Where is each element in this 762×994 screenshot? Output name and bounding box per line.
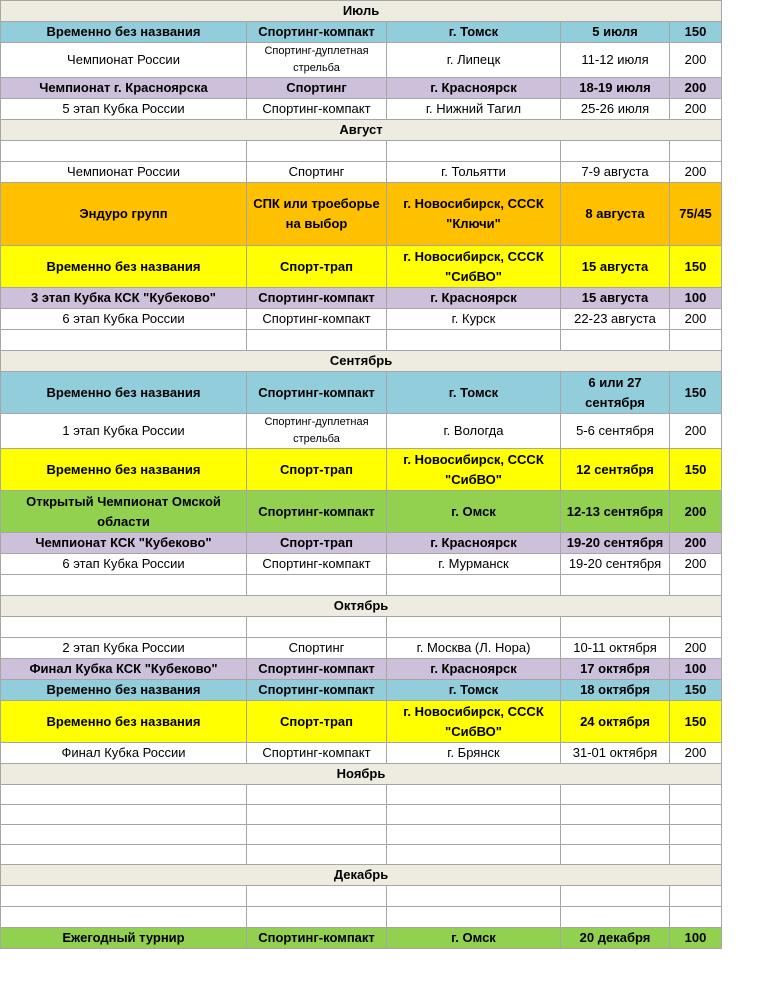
- event-row[interactable]: [1, 701, 722, 743]
- event-name: Временно без названия: [1, 22, 247, 43]
- month-row-december: [1, 865, 722, 886]
- event-date: 18 октября: [561, 680, 670, 701]
- event-fee: 200: [670, 414, 722, 449]
- event-fee: 100: [670, 928, 722, 949]
- event-name: Финал Кубка КСК "Кубеково": [1, 659, 247, 680]
- event-name: Чемпионат г. Красноярска: [1, 78, 247, 99]
- event-date: 8 августа: [561, 183, 670, 246]
- event-name: Эндуро групп: [1, 183, 247, 246]
- event-discipline: Спортинг-дуплетная стрельба: [247, 414, 387, 449]
- event-name: Временно без названия: [1, 680, 247, 701]
- event-fee: 75/45: [670, 183, 722, 246]
- empty-row: [1, 886, 722, 907]
- event-row[interactable]: [1, 533, 722, 554]
- event-discipline: Спортинг-компакт: [247, 372, 387, 414]
- event-date: 6 или 27 сентября: [561, 372, 670, 414]
- event-discipline: Спортинг-компакт: [247, 659, 387, 680]
- event-city: г. Красноярск: [387, 659, 561, 680]
- event-name: Чемпионат России: [1, 162, 247, 183]
- empty-row: [1, 785, 722, 805]
- event-city: г. Липецк: [387, 43, 561, 78]
- event-fee: 200: [670, 99, 722, 120]
- event-date: 12-13 сентября: [561, 491, 670, 533]
- event-fee: 200: [670, 43, 722, 78]
- event-discipline: Спортинг-компакт: [247, 680, 387, 701]
- event-city: г. Омск: [387, 928, 561, 949]
- event-date: 5 июля: [561, 22, 670, 43]
- event-date: 25-26 июля: [561, 99, 670, 120]
- event-name: 6 этап Кубка России: [1, 554, 247, 575]
- event-row[interactable]: [1, 928, 722, 949]
- event-city: г. Мурманск: [387, 554, 561, 575]
- event-discipline: СПК или троеборье на выбор: [247, 183, 387, 246]
- empty-row: [1, 845, 722, 865]
- event-fee: 150: [670, 680, 722, 701]
- event-city: г. Томск: [387, 680, 561, 701]
- event-date: 17 октября: [561, 659, 670, 680]
- event-date: 15 августа: [561, 288, 670, 309]
- event-date: 22-23 августа: [561, 309, 670, 330]
- month-label: Ноябрь: [1, 764, 722, 785]
- event-row[interactable]: [1, 449, 722, 491]
- month-row-september: [1, 351, 722, 372]
- empty-row: [1, 907, 722, 928]
- empty-row: [1, 575, 722, 596]
- event-row[interactable]: [1, 246, 722, 288]
- event-discipline: Спортинг-компакт: [247, 288, 387, 309]
- event-city: г. Новосибирск, СССК "СибВО": [387, 449, 561, 491]
- empty-row: [1, 330, 722, 351]
- event-row[interactable]: [1, 43, 722, 78]
- event-city: г. Новосибирск, СССК "СибВО": [387, 701, 561, 743]
- event-date: 12 сентября: [561, 449, 670, 491]
- event-city: г. Тольятти: [387, 162, 561, 183]
- event-row[interactable]: [1, 162, 722, 183]
- event-row[interactable]: [1, 288, 722, 309]
- event-discipline: Спорт-трап: [247, 701, 387, 743]
- event-city: г. Брянск: [387, 743, 561, 764]
- empty-row: [1, 617, 722, 638]
- event-row[interactable]: [1, 99, 722, 120]
- event-date: 11-12 июля: [561, 43, 670, 78]
- event-name: 3 этап Кубка КСК "Кубеково": [1, 288, 247, 309]
- event-row[interactable]: [1, 22, 722, 43]
- event-discipline: Спортинг: [247, 162, 387, 183]
- event-city: г. Красноярск: [387, 288, 561, 309]
- event-date: 18-19 июля: [561, 78, 670, 99]
- month-row-october: [1, 596, 722, 617]
- event-row[interactable]: [1, 638, 722, 659]
- event-discipline: Спортинг-компакт: [247, 309, 387, 330]
- month-label: Сентябрь: [1, 351, 722, 372]
- event-discipline: Спорт-трап: [247, 246, 387, 288]
- event-discipline: Спортинг: [247, 78, 387, 99]
- event-discipline: Спортинг-дуплетная стрельба: [247, 43, 387, 78]
- event-name: Временно без названия: [1, 449, 247, 491]
- event-fee: 200: [670, 554, 722, 575]
- event-city: г. Москва (Л. Нора): [387, 638, 561, 659]
- month-label: Октябрь: [1, 596, 722, 617]
- month-row-july: [1, 1, 722, 22]
- month-row-august: [1, 120, 722, 141]
- event-fee: 150: [670, 372, 722, 414]
- event-name: 1 этап Кубка России: [1, 414, 247, 449]
- event-discipline: Спортинг-компакт: [247, 743, 387, 764]
- event-city: г. Новосибирск, СССК "СибВО": [387, 246, 561, 288]
- empty-row: [1, 805, 722, 825]
- event-name: 5 этап Кубка России: [1, 99, 247, 120]
- event-city: г. Вологда: [387, 414, 561, 449]
- event-fee: 100: [670, 659, 722, 680]
- event-fee: 150: [670, 246, 722, 288]
- event-fee: 200: [670, 491, 722, 533]
- event-discipline: Спортинг-компакт: [247, 22, 387, 43]
- event-name: Чемпионат России: [1, 43, 247, 78]
- event-discipline: Спорт-трап: [247, 449, 387, 491]
- event-fee: 100: [670, 288, 722, 309]
- empty-row: [1, 141, 722, 162]
- event-city: г. Омск: [387, 491, 561, 533]
- event-date: 5-6 сентября: [561, 414, 670, 449]
- event-name: Временно без названия: [1, 701, 247, 743]
- event-date: 20 декабря: [561, 928, 670, 949]
- event-row[interactable]: [1, 491, 722, 533]
- event-row[interactable]: [1, 78, 722, 99]
- event-name: Открытый Чемпионат Омской области: [1, 491, 247, 533]
- event-city: г. Нижний Тагил: [387, 99, 561, 120]
- event-name: Финал Кубка России: [1, 743, 247, 764]
- event-name: Временно без названия: [1, 246, 247, 288]
- event-fee: 200: [670, 78, 722, 99]
- event-row[interactable]: [1, 309, 722, 330]
- event-fee: 200: [670, 743, 722, 764]
- event-city: г. Красноярск: [387, 533, 561, 554]
- event-date: 10-11 октября: [561, 638, 670, 659]
- event-date: 19-20 сентября: [561, 554, 670, 575]
- event-name: Ежегодный турнир: [1, 928, 247, 949]
- event-city: г. Новосибирск, СССК "Ключи": [387, 183, 561, 246]
- event-date: 19-20 сентября: [561, 533, 670, 554]
- event-row[interactable]: [1, 743, 722, 764]
- event-discipline: Спортинг-компакт: [247, 99, 387, 120]
- event-name: Временно без названия: [1, 372, 247, 414]
- event-name: 6 этап Кубка России: [1, 309, 247, 330]
- event-discipline: Спортинг-компакт: [247, 554, 387, 575]
- event-row[interactable]: [1, 554, 722, 575]
- event-discipline: Спорт-трап: [247, 533, 387, 554]
- event-row[interactable]: [1, 659, 722, 680]
- event-date: 31-01 октября: [561, 743, 670, 764]
- event-discipline: Спортинг-компакт: [247, 928, 387, 949]
- event-fee: 200: [670, 162, 722, 183]
- month-row-november: [1, 764, 722, 785]
- event-row[interactable]: [1, 372, 722, 414]
- event-fee: 200: [670, 533, 722, 554]
- event-discipline: Спортинг: [247, 638, 387, 659]
- event-date: 7-9 августа: [561, 162, 670, 183]
- empty-row: [1, 825, 722, 845]
- event-city: г. Томск: [387, 372, 561, 414]
- event-fee: 150: [670, 701, 722, 743]
- event-city: г. Курск: [387, 309, 561, 330]
- event-row[interactable]: [1, 680, 722, 701]
- event-city: г. Красноярск: [387, 78, 561, 99]
- event-row[interactable]: [1, 183, 722, 246]
- event-fee: 200: [670, 638, 722, 659]
- event-date: 24 октября: [561, 701, 670, 743]
- month-label: Август: [1, 120, 722, 141]
- month-label: Декабрь: [1, 865, 722, 886]
- event-name: Чемпионат КСК "Кубеково": [1, 533, 247, 554]
- event-date: 15 августа: [561, 246, 670, 288]
- month-label: Июль: [1, 1, 722, 22]
- event-fee: 150: [670, 449, 722, 491]
- event-fee: 150: [670, 22, 722, 43]
- event-city: г. Томск: [387, 22, 561, 43]
- event-name: 2 этап Кубка России: [1, 638, 247, 659]
- event-row[interactable]: [1, 414, 722, 449]
- event-fee: 200: [670, 309, 722, 330]
- event-discipline: Спортинг-компакт: [247, 491, 387, 533]
